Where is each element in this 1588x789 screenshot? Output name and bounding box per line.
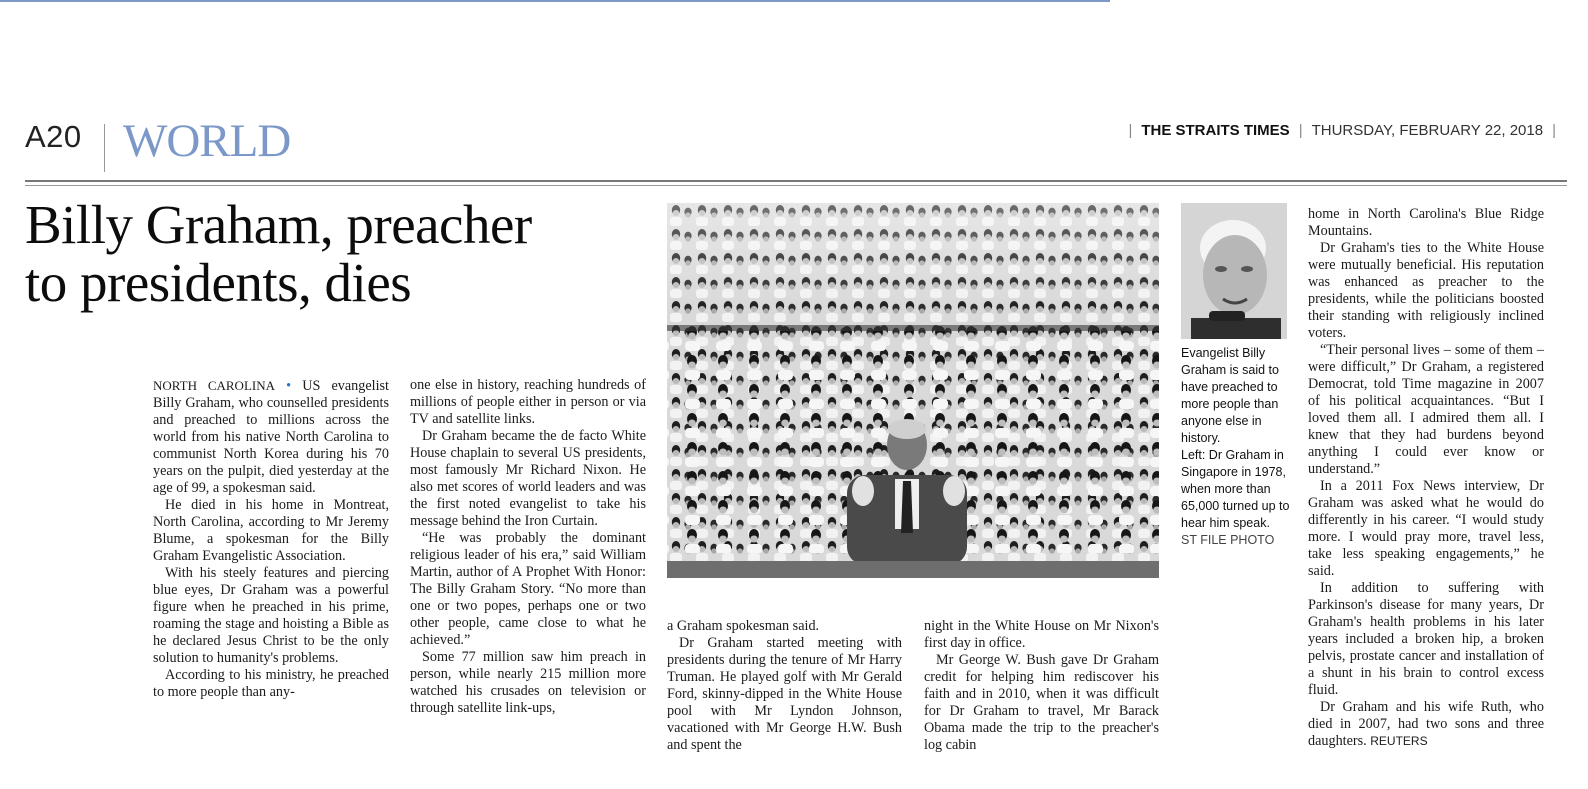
byline: REUTERS — [1370, 734, 1428, 748]
article-column-5 — [1308, 206, 1544, 750]
section-title: WORLD — [123, 115, 291, 167]
paragraph: He died in his home in Montreat, North Carolina, according to Mr Jeremy Blume, a spokesman for the Billy Graham Evangelistic Association. — [153, 497, 389, 564]
top-accent-line — [0, 0, 1110, 2]
caption-text: Evangelist Billy Graham is said to have preached to more people than anyone else in history. — [1181, 346, 1279, 445]
photo-caption — [1181, 345, 1291, 549]
paragraph: a Graham spokesman said. — [667, 618, 820, 634]
paragraph: one else in history, reaching hundreds of millions of people either in person or via TV and satellite links. — [410, 377, 646, 427]
photo-credit: ST FILE PHOTO — [1181, 533, 1275, 547]
dateline: NORTH CAROLINA — [153, 378, 275, 393]
portrait-photo — [1181, 203, 1287, 339]
masthead: | THE STRAITS TIMES | THURSDAY, FEBRUARY 22, 2018 | — [1128, 122, 1556, 139]
last-paragraph: Dr Graham and his wife Ruth, who died in 2007, had two sons and three daughters. REUTERS — [1308, 699, 1544, 749]
paragraph: Some 77 million saw him preach in person, while nearly 215 million more watched his crusades on television or through satellite link-ups, — [410, 649, 646, 716]
headline — [25, 196, 645, 312]
page-header — [25, 110, 1565, 180]
header-rule-thin — [25, 185, 1567, 186]
crusade-photo — [667, 203, 1159, 578]
paragraph: Dr Graham started meeting with presidents during the tenure of Mr Harry Truman. He played golf with Mr Gerald Ford, skinny-dipped in the White House pool with Mr Lyndon Johnson, vacationed with Mr George H.W. Bush and spent the — [667, 635, 902, 753]
paragraph: home in North Carolina's Blue Ridge Mountains. — [1308, 206, 1544, 239]
bullet-icon: • — [286, 378, 292, 394]
lead-paragraph: NORTH CAROLINA • US evangelist Billy Graham, who counselled presidents and preached to millions across the world from his native North Carolina to communist North Korea during his 70 years on the pulpit, died yesterday at the age of 99, a spokesman said. — [153, 378, 389, 496]
paragraph: Dr Graham's ties to the White House were mutually beneficial. His reputation was enhanced as preacher to the presidents, while the politicians boosted their standing with religiously inclined voters. — [1308, 240, 1544, 341]
paragraph: night in the White House on Mr Nixon's first day in office. — [924, 618, 1159, 651]
article-column-1 — [153, 377, 389, 701]
issue-date: THURSDAY, FEBRUARY 22, 2018 — [1311, 122, 1544, 139]
page-number: A20 — [25, 119, 82, 154]
article-column-4 — [924, 618, 1159, 754]
paragraph: In a 2011 Fox News interview, Dr Graham was asked what he would do differently in his career. “I would study more. I would pray more, travel less, take less speaking engagements,” he said. — [1308, 478, 1544, 579]
paragraph: “Their personal lives – some of them – were difficult,” Dr Graham, a registered Democrat, told Time magazine in 2007 of his political acquaintances. “But I loved them all. I admired them all. I knew that they had burdens beyond anything I could ever know or understand.” — [1308, 342, 1544, 477]
paragraph: Dr Graham became the de facto White House chaplain to several US presidents, most famously Mr Richard Nixon. He also met scores of world leaders and was the first noted evangelist to take his message behind the Iron Curtain. — [410, 428, 646, 529]
paragraph: Mr George W. Bush gave Dr Graham credit for helping him rediscover his faith and in 2010, when it was difficult for Dr Graham to travel, Mr Barack Obama made the trip to the preacher's log cabin — [924, 652, 1159, 753]
article-column-2 — [410, 377, 646, 717]
headline-line-2: to presidents, dies — [25, 252, 412, 313]
newspaper-name: THE STRAITS TIMES — [1141, 122, 1290, 139]
header-rule — [25, 180, 1567, 182]
article-column-3 — [667, 618, 902, 754]
header-divider — [104, 124, 105, 172]
paragraph: In addition to suffering with Parkinson's disease for many years, Dr Graham's health problems in his later years included a broken hip, a broken pelvis, prostate cancer and installation of a shunt in his brain to control excess fluid. — [1308, 580, 1544, 698]
paragraph: With his steely features and piercing blue eyes, Dr Graham was a powerful figure when he preached in his prime, roaming the stage and hoisting a Bible as he declared Jesus Christ to be the only solution to humanity's problems. — [153, 565, 389, 666]
paragraph: According to his ministry, he preached to more people than any- — [153, 667, 389, 700]
headline-line-1: Billy Graham, preacher — [25, 194, 532, 255]
paragraph: “He was probably the dominant religious leader of his era,” said William Martin, author of A Prophet With Honor: The Billy Graham Story. “No more than one or two popes, perhaps one or two other people, came close to what he achieved.” — [410, 530, 646, 648]
caption-text-left: Left: Dr Graham in Singapore in 1978, when more than 65,000 turned up to hear him speak. — [1181, 448, 1290, 530]
